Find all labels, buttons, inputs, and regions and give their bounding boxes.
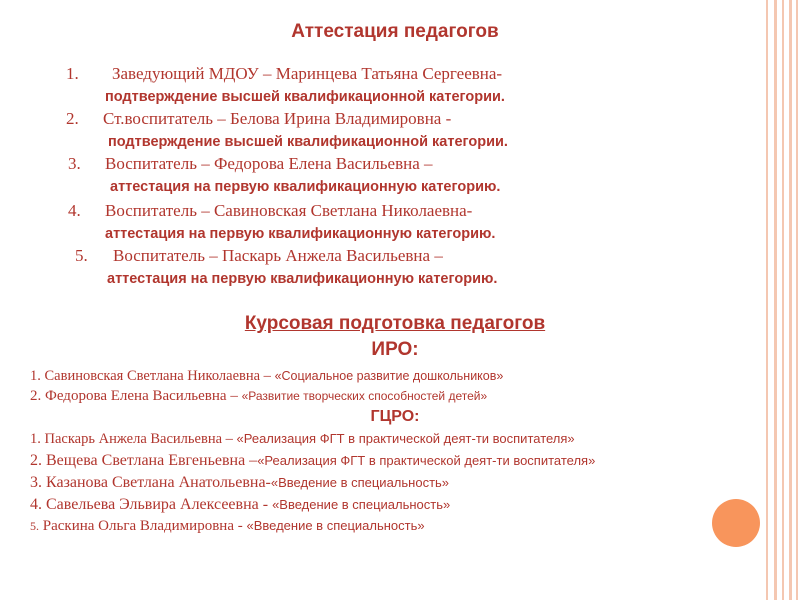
course-program: «Введение в специальность» [246,518,425,533]
course-number: 4. [30,496,42,513]
course-program: «Развитие творческих способностей детей» [241,389,488,403]
course-item-gcro-4 [30,496,450,514]
course-teacher: Раскина Ольга Владимировна - [39,518,247,534]
attestation-teacher: Воспитатель – Савиновская Светлана Николаевна- [105,201,473,220]
gcro-heading: ГЦРО: [370,408,420,425]
course-program: «Введение в специальность» [272,497,451,512]
course-program: «Реализация ФГТ в практической деят-ти воспитателя» [236,431,575,446]
course-number: 2. [30,388,42,404]
attestation-teacher: Ст.воспитатель – Белова Ирина Владимировна - [103,109,452,128]
attestation-teacher: Воспитатель – Паскарь Анжела Васильевна – [113,246,443,265]
attestation-number: 5. [75,246,88,265]
decorative-orange-circle [712,499,760,547]
attestation-result: подтверждение высшей квалификационной категории. [105,89,505,105]
page-title: Аттестация педагогов [291,21,499,42]
course-program: «Социальное развитие дошкольников» [274,369,504,383]
course-item-iro-2 [30,387,487,405]
course-teacher: Федорова Елена Васильевна – [41,388,242,404]
course-teacher: Савиновская Светлана Николаевна – [40,368,275,384]
attestation-number: 1. [66,64,79,83]
course-number: 1. [30,368,41,384]
course-number: 1. [30,431,41,447]
attestation-teacher: Воспитатель – Федорова Елена Васильевна – [105,154,433,173]
course-teacher: Савельева Эльвира Алексеевна - [42,496,273,513]
attestation-result: аттестация на первую квалификационную категорию. [105,226,496,242]
course-item-gcro-1 [30,430,575,448]
course-number: 5. [30,519,39,533]
iro-heading: ИРО: [371,339,419,360]
course-number: 3. [30,474,42,491]
attestation-result: аттестация на первую квалификационную категорию. [107,271,498,287]
attestation-number: 3. [68,154,81,173]
attestation-result: подтверждение высшей квалификационной категории. [108,134,508,150]
attestation-number: 4. [68,201,81,220]
course-item-gcro-5 [30,517,425,535]
course-item-gcro-2 [30,452,595,470]
course-item-gcro-3 [30,474,449,492]
course-teacher: Вещева Светлана Евгеньевна – [42,452,258,469]
attestation-result: аттестация на первую квалификационную категорию. [110,179,501,195]
course-program: «Введение в специальность» [270,475,450,490]
course-teacher: Паскарь Анжела Васильевна – [40,431,237,447]
course-teacher: Казанова Светлана Анатольевна- [42,474,271,491]
attestation-teacher: Заведующий МДОУ – Маринцева Татьяна Сергеевна- [112,64,503,83]
courses-heading: Курсовая подготовка педагогов [244,313,546,334]
course-number: 2. [30,452,42,469]
course-program: «Реализация ФГТ в практической деят-ти воспитателя» [257,453,596,468]
attestation-number: 2. [66,109,79,128]
course-item-iro-1 [30,367,503,385]
